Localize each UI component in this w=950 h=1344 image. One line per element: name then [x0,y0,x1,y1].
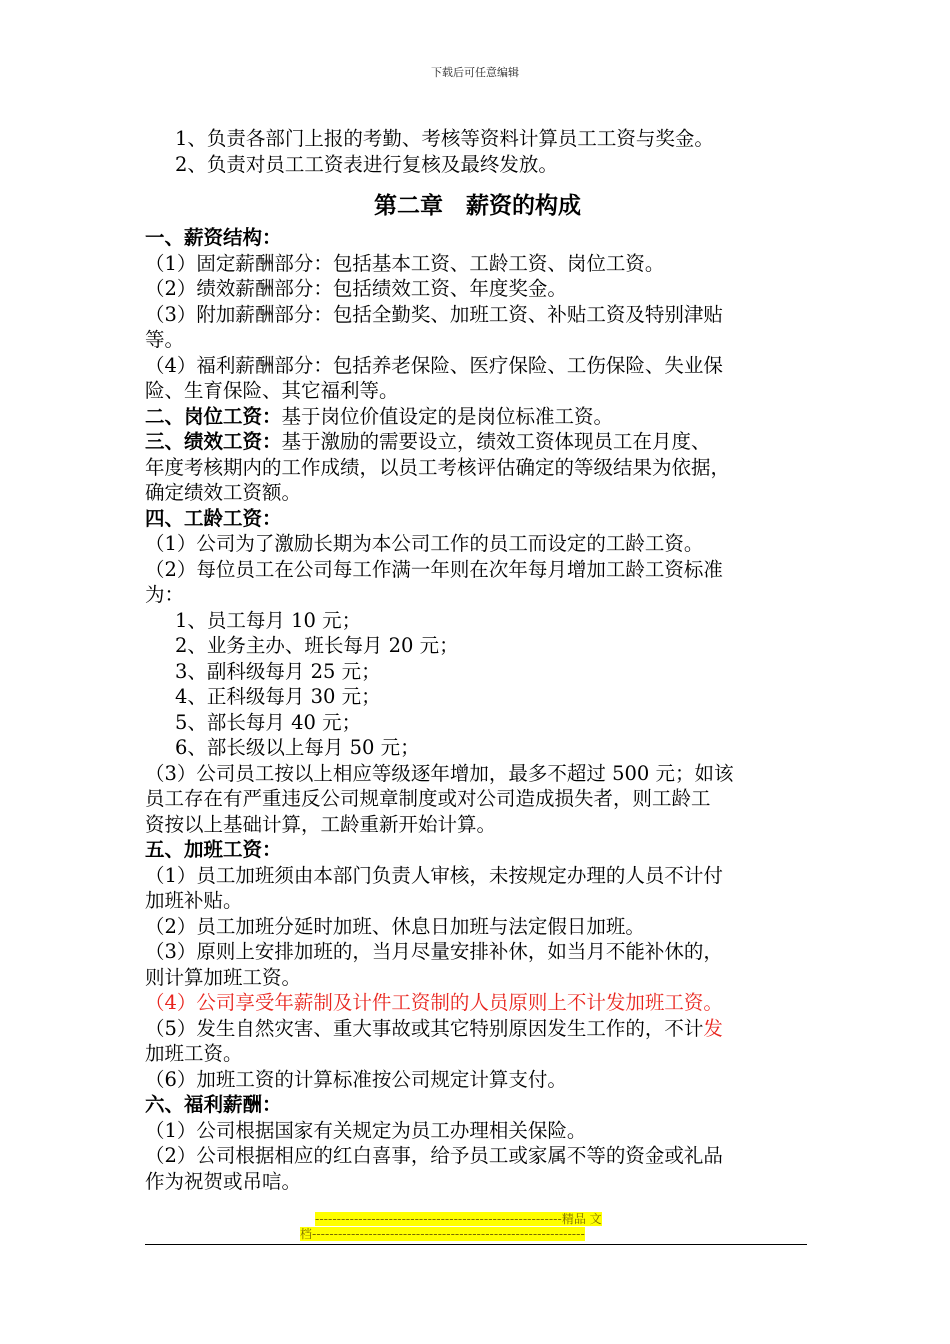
list-item-text: （5）发生自然灾害、重大事故或其它特别原因发生工作的，不计 [145,1016,704,1040]
section-text: 基于岗位价值设定的是岗位标准工资。 [281,404,614,428]
rate-item: 2、业务主办、班长每月 20 元； [175,634,459,657]
chapter-title: 第二章 薪资的构成 [374,192,581,219]
highlighted-char: 发 [703,1016,723,1040]
page-header: 下载后可任意编辑 [431,66,519,79]
list-item: （2）绩效薪酬部分：包括绩效工资、年度奖金。 [145,277,567,300]
paragraph-line: 年度考核期内的工作成绩，以员工考核评估确定的等级结果为依据， [145,455,731,479]
list-item: （4）福利薪酬部分：包括养老保险、医疗保险、工伤保险、失业保 [145,353,723,377]
section-heading: 三、绩效工资： [145,430,282,453]
paragraph-line: 确定绩效工资额。 [145,481,302,504]
section-heading: 四、工龄工资： [145,506,282,530]
list-item: （2）员工加班分延时加班、休息日加班与法定假日加班。 [145,914,645,938]
footer-line: ---------------------------------------------------------精品 文 [315,1212,602,1226]
section-heading: 二、岗位工资： [145,404,282,428]
section-heading: 五、加班工资： [145,838,282,861]
list-item: 作为祝贺或吊唁。 [145,1169,302,1193]
rate-item: 5、部长每月 40 元； [175,710,362,734]
rate-item: 3、副科级每月 25 元； [175,659,381,683]
page-footer [300,1212,645,1242]
list-item: （1）公司为了激励长期为本公司工作的员工而设定的工龄工资。 [145,532,704,555]
list-item: （3）公司员工按以上相应等级逐年增加，最多不超过 500 元；如该 [145,761,734,785]
intro-item: 1、负责各部门上报的考勤、考核等资料计算员工工资与奖金。 [175,127,714,150]
list-item [145,1016,810,1042]
list-item: （3）附加薪酬部分：包括全勤奖、加班工资、补贴工资及特别津贴 [145,302,723,326]
list-item: 资按以上基础计算，工龄重新开始计算。 [145,812,497,836]
list-item: （1）固定薪酬部分：包括基本工资、工龄工资、岗位工资。 [145,251,665,275]
footer-rule [145,1244,807,1245]
list-item: （6）加班工资的计算标准按公司规定计算支付。 [145,1067,567,1091]
highlighted-list-item: （4）公司享受年薪制及计件工资制的人员原则上不计发加班工资。 [145,991,723,1014]
rate-item: 4、正科级每月 30 元； [175,685,381,708]
list-item: （1）员工加班须由本部门负责人审核，未按规定办理的人员不计付 [145,863,723,887]
list-item: 为： [145,583,185,606]
rate-item: 1、员工每月 10 元； [175,608,362,632]
list-item: 加班补贴。 [145,889,243,912]
list-item: 险、生育保险、其它福利等。 [145,379,399,402]
section-text: 基于激励的需要设立，绩效工资体现员工在月度、 [281,430,711,453]
list-item: 则计算加班工资。 [145,965,302,989]
list-item: （1）公司根据国家有关规定为员工办理相关保险。 [145,1118,587,1142]
list-item: 等。 [145,328,185,351]
document-body [145,126,810,1194]
list-item: （3）原则上安排加班的，当月尽量安排补休，如当月不能补休的， [145,940,723,963]
list-item: （2）每位员工在公司每工作满一年则在次年每月增加工龄工资标准 [145,557,723,581]
section-line [145,404,810,430]
list-item: 员工存在有严重违反公司规章制度或对公司造成损失者，则工龄工 [145,787,711,810]
intro-item: 2、负责对员工工资表进行复核及最终发放。 [175,152,558,176]
list-item: 加班工资。 [145,1042,243,1065]
footer-line: 档--------------------------------------------------------------- [300,1227,585,1241]
section-heading: 一、薪资结构： [145,226,282,249]
section-heading: 六、福利薪酬： [145,1093,282,1116]
rate-item: 6、部长级以上每月 50 元； [175,736,420,759]
section-line [145,429,810,455]
list-item: （2）公司根据相应的红白喜事，给予员工或家属不等的资金或礼品 [145,1144,723,1167]
